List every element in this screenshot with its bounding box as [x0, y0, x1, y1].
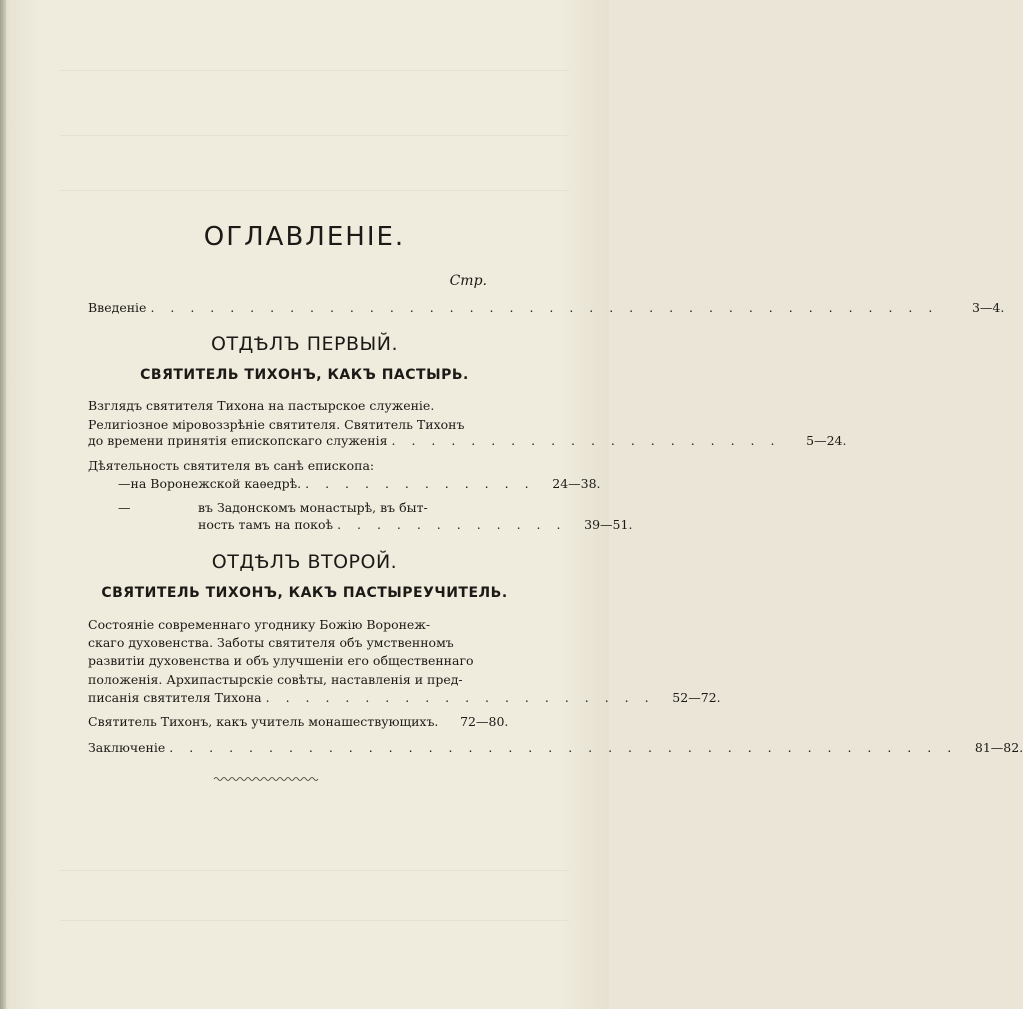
toc-entry-pages: 39—51. [584, 517, 633, 532]
toc-entry-label: ность тамъ на покоѣ [198, 517, 334, 532]
paragraph-line: Религіозное міровоззрѣніе святителя. Святитель Тихонъ [88, 417, 465, 432]
part-two-heading: ОТДѢЛЪ ВТОРОЙ. [211, 551, 398, 573]
toc-entry-pages: 24—38. [552, 476, 601, 491]
paragraph-line: развитіи духовенства и объ улучшеніи его общественнаго [88, 653, 474, 668]
toc-entry-pages: 72—80. [460, 714, 509, 729]
leader-dots: . . . . . . . . . . . . [337, 517, 567, 532]
leader-dots: . . . . . . . . . . . . . . . . . . . . [391, 433, 781, 448]
activity-title: Дѣятельность святителя въ санѣ епископа: [88, 458, 375, 473]
toc-entry-label: Святитель Тихонъ, какъ учитель монашествующихъ. [88, 714, 439, 729]
page-title: ОГЛАВЛЕНІЕ. [203, 222, 406, 252]
leader-dots: . . . . . . . . . . . . [305, 476, 535, 491]
page-binding-edge [0, 0, 6, 1009]
bleed-through-line [60, 920, 569, 921]
paragraph-line: Состояніе современнаго угоднику Божію Воронеж- [88, 617, 431, 632]
toc-entry-label: Введеніе [88, 300, 147, 315]
part-one-heading: ОТДѢЛЪ ПЕРВЫЙ. [211, 333, 398, 355]
toc-entry-voronezh[interactable] [88, 476, 601, 491]
bleed-through-line [60, 135, 569, 136]
toc-entry-pages: 81—82. [974, 740, 1023, 755]
toc-entry-label: на Воронежской каѳедрѣ. [130, 476, 302, 491]
bleed-through-line [60, 190, 569, 191]
paragraph-line: скаго духовенства. Заботы святителя объ умственномъ [88, 635, 454, 650]
toc-entry-label: до времени принятія епископскаго служенія [88, 433, 388, 448]
toc-entry-label: Заключеніе [88, 740, 166, 755]
toc-entry-pages: 3—4. [971, 300, 1005, 315]
paragraph-line: положенія. Архипастырскіе совѣты, наставленія и пред- [88, 672, 463, 687]
indent-dash: — [118, 500, 131, 515]
indent-dash: — [118, 476, 131, 491]
leader-dots: . . . . . . . . . . . . . . . . . . . . . . . . . . . . . . . . . . . . . . . . [150, 300, 939, 315]
page-column-label: Стр. [449, 273, 487, 289]
toc-entry-clergy[interactable] [88, 690, 721, 705]
wavy-divider [214, 776, 318, 782]
toc-entry-conclusion[interactable] [88, 740, 1023, 755]
paragraph-line: въ Задонскомъ монастырѣ, въ быт- [198, 500, 428, 515]
toc-entry-introduction[interactable] [88, 300, 1005, 315]
toc-entry-views[interactable] [88, 433, 847, 448]
part-two-subheading: СВЯТИТЕЛЬ ТИХОНЪ, КАКЪ ПАСТЫРЕУЧИТЕЛЬ. [101, 585, 508, 601]
bleed-through-line [60, 70, 569, 71]
toc-entry-pages: 5—24. [806, 433, 847, 448]
bleed-through-line [60, 870, 569, 871]
leader-dots: . . . . . . . . . . . . . . . . . . . . . . . . . . . . . . . . . . . . . . . . [169, 740, 958, 755]
toc-entry-monastics[interactable] [88, 714, 509, 729]
part-one-subheading: СВЯТИТЕЛЬ ТИХОНЪ, КАКЪ ПАСТЫРЬ. [140, 367, 469, 383]
paragraph-line: Взглядъ святителя Тихона на пастырское служеніе. [88, 398, 435, 413]
toc-entry-label: писанія святителя Тихона [88, 690, 262, 705]
leader-dots: . . . . . . . . . . . . . . . . . . . . [265, 690, 655, 705]
toc-entry-pages: 52—72. [672, 690, 721, 705]
toc-entry-zadonsk[interactable] [198, 517, 633, 532]
